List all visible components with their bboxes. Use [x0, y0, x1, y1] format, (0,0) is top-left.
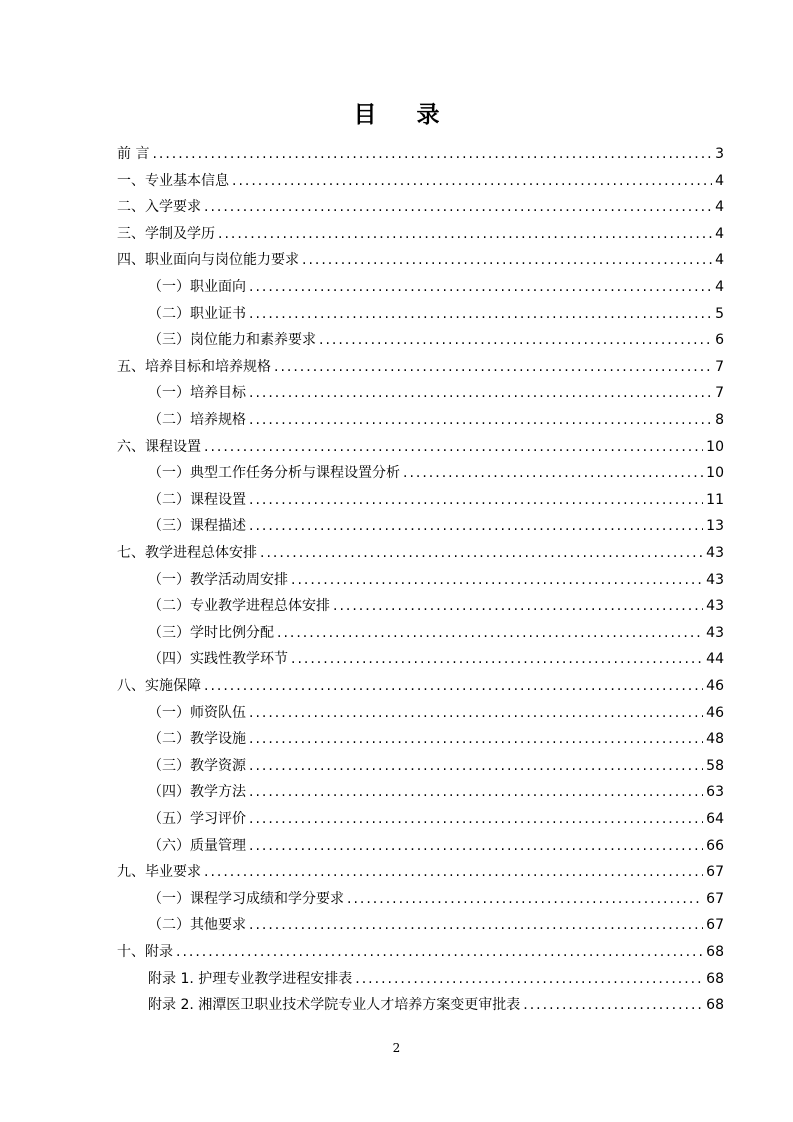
toc-entry-page: 4	[715, 172, 724, 189]
toc-entry[interactable]	[148, 915, 724, 935]
toc-entry-page: 67	[706, 890, 724, 907]
toc-entry-page: 43	[706, 545, 724, 561]
toc-entry[interactable]	[117, 224, 724, 244]
toc-entry-text: 前 言	[117, 146, 150, 162]
toc-leader-dots	[249, 277, 712, 297]
toc-entry-text: （三）教学资源	[148, 757, 246, 774]
toc-entry-page: 5	[715, 305, 724, 322]
toc-entry[interactable]	[117, 942, 724, 962]
toc-entry-page: 44	[706, 651, 724, 668]
toc-entry-page: 43	[706, 571, 724, 588]
toc-entry-page: 46	[706, 704, 724, 721]
toc-leader-dots	[277, 623, 703, 643]
toc-entry-page: 67	[706, 917, 724, 934]
toc-entry-page: 8	[715, 412, 724, 428]
toc-entry-page: 4	[715, 225, 724, 242]
toc-leader-dots	[176, 942, 703, 962]
toc-entry-text: （一）培养目标	[148, 385, 246, 402]
toc-entry-page: 68	[706, 997, 724, 1014]
toc-entry-page: 4	[715, 199, 724, 216]
toc-leader-dots	[260, 543, 703, 563]
toc-entry-page: 66	[706, 837, 724, 854]
toc-entry[interactable]	[148, 623, 724, 643]
toc-entry-page: 7	[715, 385, 724, 402]
toc-entry-text: 十、附录	[117, 944, 173, 960]
toc-leader-dots	[291, 649, 703, 669]
toc-entry[interactable]	[148, 383, 724, 403]
toc-entry-text: （二）其他要求	[148, 917, 246, 934]
toc-leader-dots	[204, 437, 703, 457]
toc-entry[interactable]	[117, 676, 724, 696]
toc-entry-text: 四、职业面向与岗位能力要求	[117, 252, 299, 269]
toc-leader-dots	[319, 330, 712, 350]
toc-entry-text: （一）师资队伍	[148, 704, 246, 721]
toc-entry-text: （六）质量管理	[148, 837, 246, 854]
toc-entry-text: （二）培养规格	[148, 412, 246, 428]
toc-entry-text: （二）教学设施	[148, 731, 246, 748]
toc-leader-dots	[249, 782, 703, 802]
toc-entry-text: 五、培养目标和培养规格	[117, 358, 271, 375]
toc-leader-dots	[249, 304, 712, 324]
toc-entry[interactable]	[148, 729, 724, 749]
toc-entry-page: 68	[706, 970, 724, 987]
toc-title: 目 录	[353, 102, 456, 128]
toc-entry-text: （一）典型工作任务分析与课程设置分析	[148, 465, 400, 482]
toc-entry-page: 58	[706, 757, 724, 774]
toc-entry-text: 八、实施保障	[117, 678, 201, 694]
toc-entry[interactable]	[117, 171, 724, 191]
toc-leader-dots	[152, 144, 712, 164]
toc-entry-page: 13	[706, 518, 724, 535]
toc-entry-text: 九、毕业要求	[117, 864, 201, 881]
toc-entry-text: （一）教学活动周安排	[148, 571, 288, 588]
toc-entry[interactable]	[148, 756, 724, 776]
toc-entry[interactable]	[117, 543, 724, 563]
toc-entry[interactable]	[148, 516, 724, 536]
toc-leader-dots	[291, 570, 703, 590]
toc-entry-text: 二、入学要求	[117, 199, 201, 216]
toc-leader-dots	[523, 995, 703, 1015]
toc-entry-text: （三）课程描述	[148, 518, 246, 535]
toc-entry-page: 63	[706, 784, 724, 801]
toc-entry-text: 六、课程设置	[117, 438, 201, 455]
toc-leader-dots	[249, 410, 712, 430]
toc-leader-dots	[302, 250, 712, 270]
toc-leader-dots	[249, 490, 703, 510]
toc-entry-page: 68	[706, 944, 724, 960]
toc-entry-text: （二）职业证书	[148, 305, 246, 322]
toc-leader-dots	[274, 357, 712, 377]
toc-entry-text: （四）教学方法	[148, 784, 246, 801]
toc-entry-page: 3	[715, 146, 724, 162]
toc-entry[interactable]	[148, 304, 724, 324]
toc-entry-page: 10	[706, 465, 724, 482]
toc-leader-dots	[249, 809, 703, 829]
toc-entry[interactable]	[148, 277, 724, 297]
toc-leader-dots	[249, 729, 703, 749]
toc-entry[interactable]	[148, 330, 724, 350]
toc-entry-page: 11	[706, 491, 724, 508]
toc-entry-text: 附录 2. 湘潭医卫职业技术学院专业人才培养方案变更审批表	[148, 997, 521, 1014]
toc-entry-text: 七、教学进程总体安排	[117, 545, 257, 561]
toc-entry-text: （二）专业教学进程总体安排	[148, 598, 330, 615]
toc-entry-page: 10	[706, 438, 724, 455]
toc-entry[interactable]	[117, 437, 724, 457]
toc-leader-dots	[249, 756, 703, 776]
page-number: 2	[392, 1041, 401, 1055]
toc-entry[interactable]	[148, 995, 724, 1015]
toc-entry-text: （一）课程学习成绩和学分要求	[148, 890, 344, 907]
toc-leader-dots	[249, 915, 703, 935]
toc-entry-page: 64	[706, 811, 724, 827]
toc-entry-text: （一）职业面向	[148, 279, 246, 295]
toc-leader-dots	[204, 862, 703, 882]
toc-entry-text: （五）学习评价	[148, 811, 246, 827]
toc-leader-dots	[232, 171, 712, 191]
toc-entry[interactable]	[148, 969, 724, 989]
toc-entry[interactable]	[117, 862, 724, 882]
toc-entry-page: 46	[706, 678, 724, 694]
toc-leader-dots	[204, 197, 712, 217]
toc-entry[interactable]	[117, 144, 724, 164]
toc-entry-page: 6	[715, 332, 724, 349]
toc-leader-dots	[355, 969, 703, 989]
toc-entry-page: 43	[706, 624, 724, 641]
toc-entry-text: （四）实践性教学环节	[148, 651, 288, 668]
toc-leader-dots	[333, 596, 703, 616]
toc-entry-page: 67	[706, 864, 724, 881]
toc-entry-page: 48	[706, 731, 724, 748]
toc-leader-dots	[249, 516, 703, 536]
toc-entry[interactable]	[117, 197, 724, 217]
toc-entry[interactable]	[148, 889, 724, 909]
toc-entry-text: （三）学时比例分配	[148, 624, 274, 641]
toc-leader-dots	[249, 836, 703, 856]
toc-leader-dots	[347, 889, 703, 909]
toc-leader-dots	[204, 676, 703, 696]
toc-entry[interactable]	[148, 596, 724, 616]
toc-entry-text: （二）课程设置	[148, 491, 246, 508]
toc-entry[interactable]	[148, 649, 724, 669]
toc-entry[interactable]	[148, 463, 724, 483]
toc-entry-text: 三、学制及学历	[117, 225, 215, 242]
toc-leader-dots	[249, 383, 712, 403]
toc-entry-page: 7	[715, 358, 724, 375]
toc-entry-page: 43	[706, 598, 724, 615]
toc-entry-text: 附录 1. 护理专业教学进程安排表	[148, 970, 353, 987]
toc-leader-dots	[249, 703, 703, 723]
toc-entry[interactable]	[148, 410, 724, 430]
toc-entry[interactable]	[148, 490, 724, 510]
toc-entry[interactable]	[117, 357, 724, 377]
toc-entry-page: 4	[715, 279, 724, 295]
toc-entry[interactable]	[117, 250, 724, 270]
toc-entry[interactable]	[148, 782, 724, 802]
toc-entry[interactable]	[148, 809, 724, 829]
toc-entry-text: 一、专业基本信息	[117, 172, 229, 189]
toc-leader-dots	[218, 224, 712, 244]
toc-entry[interactable]	[148, 836, 724, 856]
toc-entry[interactable]	[148, 570, 724, 590]
toc-entry[interactable]	[148, 703, 724, 723]
toc-leader-dots	[403, 463, 703, 483]
toc-entry-page: 4	[715, 252, 724, 269]
toc-entry-text: （三）岗位能力和素养要求	[148, 332, 316, 349]
